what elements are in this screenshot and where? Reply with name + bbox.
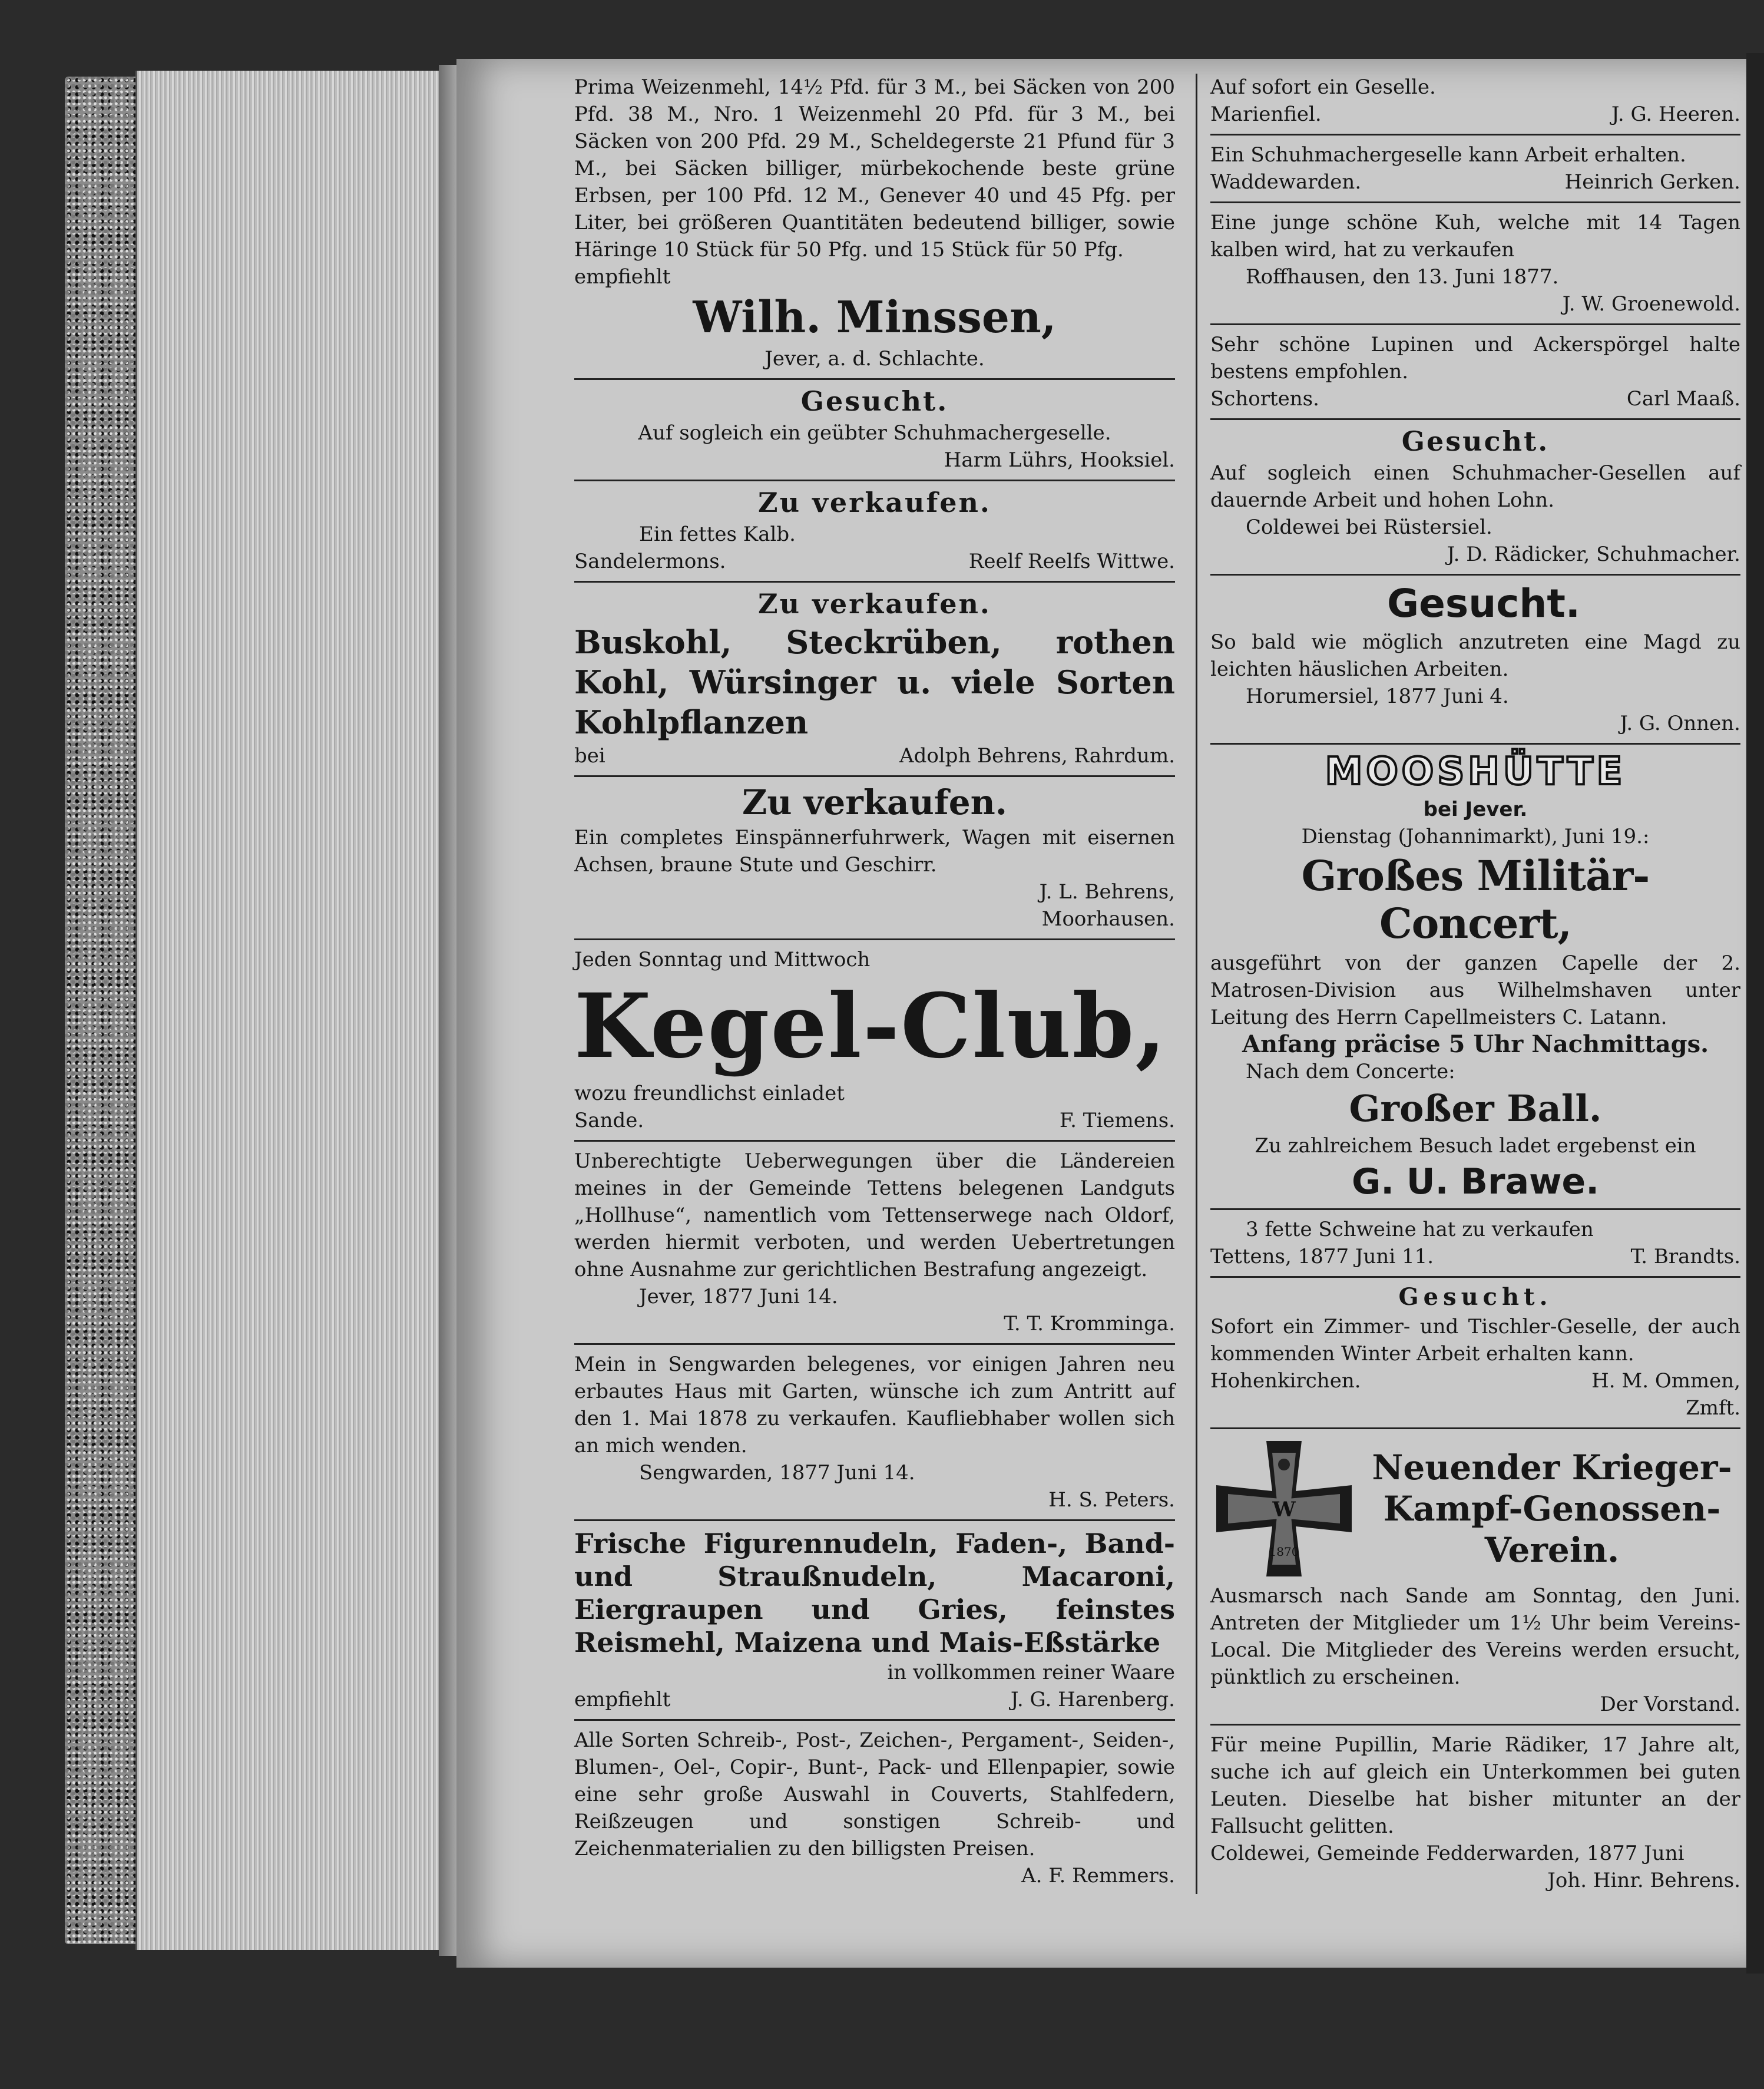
ad-footer: [574, 548, 1175, 575]
rule: [574, 1140, 1175, 1142]
rule: [1210, 134, 1740, 135]
ad-signature: H. M. Ommen,: [1591, 1369, 1740, 1393]
ad-signature: Carl Maaß.: [1626, 387, 1740, 411]
ad-heading: Zu verkaufen.: [758, 486, 991, 518]
ad-text: in vollkommen reiner Waare: [887, 1660, 1175, 1684]
ad-heading: Zu verkaufen.: [742, 782, 1007, 822]
ad-place: Jever, a. d. Schlachte.: [764, 347, 985, 371]
ad-mooshuette: [1210, 751, 1740, 1202]
rule: [574, 581, 1175, 583]
ad-headline: Großer Ball.: [1349, 1087, 1602, 1131]
ad-heading: Gesucht.: [1398, 1283, 1553, 1311]
ad-place: Coldewei bei Rüstersiel.: [1246, 515, 1492, 539]
ad-text: Unberechtigte Ueberwegungen über die Ländereien meines in der Gemeinde Tettens belegenen Landguts „Hollhuse“, namentlich vom Tettenserwege nach Oldorf, werden hiermit verboten, und werden Uebertretungen ohne Ausnahme zur gerichtlichen Bestrafung angezeigt.: [574, 1149, 1175, 1281]
ad-heading: Gesucht.: [1401, 425, 1550, 457]
ad-text: bei: [574, 743, 605, 768]
ad-gesucht: [574, 386, 1175, 474]
ad-kegel-club: [574, 946, 1175, 1134]
ad-signature: Adolph Behrens, Rahrdum.: [899, 743, 1175, 768]
ad-verkaufen-kalb: [574, 487, 1175, 575]
ad-mehl: [574, 74, 1175, 372]
ad-verkaufen-fuhrwerk: [574, 783, 1175, 933]
ad-text: Nach dem Concerte:: [1246, 1060, 1455, 1084]
rule: [1210, 323, 1740, 325]
ad-heading: Gesucht.: [1387, 580, 1580, 626]
ad-text: Eine junge schöne Kuh, welche mit 14 Tagen kalben wird, hat zu verkaufen: [1210, 211, 1740, 262]
ad-text: Sehr schöne Lupinen und Ackerspörgel halte bestens empfohlen.: [1210, 333, 1740, 384]
ad-footer: [574, 742, 1175, 769]
ad-text: Ausmarsch nach Sande am Sonntag, den Juni. Antreten der Mitglieder um 1½ Uhr beim Vereins-Local. Die Mitglieder des Vereins werden ersucht, pünktlich zu erscheinen.: [1210, 1584, 1740, 1689]
ad-signature: Joh. Hinr. Behrens.: [1547, 1868, 1740, 1892]
ad-gesucht-schuhmacher: [1210, 426, 1740, 568]
rule: [1210, 418, 1740, 420]
ad-date: Horumersiel, 1877 Juni 4.: [1246, 684, 1509, 708]
ad-text: Jeden Sonntag und Mittwoch: [574, 948, 871, 972]
ad-place: Hohenkirchen.: [1210, 1369, 1361, 1393]
scan-edge: [1746, 53, 1764, 1974]
ad-signature: Zmft.: [1686, 1396, 1740, 1420]
ad-text: empfiehlt: [574, 1687, 671, 1711]
cross-letter: W: [1272, 1497, 1296, 1522]
rule: [574, 938, 1175, 940]
column-left: [574, 74, 1175, 1889]
iron-cross-icon: [1210, 1435, 1358, 1582]
rule: [1210, 574, 1740, 576]
page-block-edges: [135, 71, 444, 1950]
ad-title: MOOSHÜTTE: [1325, 749, 1626, 794]
ad-place: Waddewarden.: [1210, 170, 1362, 194]
ad-footer: [574, 1686, 1175, 1713]
ad-text: So bald wie möglich anzutreten eine Magd zu leichten häuslichen Arbeiten.: [1210, 630, 1740, 681]
rule: [1210, 1208, 1740, 1210]
rule: [1210, 1276, 1740, 1278]
ad-text: Prima Weizenmehl, 14½ Pfd. für 3 M., bei Säcken von 200 Pfd. 38 M., Nro. 1 Weizenmehl 20 Pfd. für 3 M., bei Säcken von 200 Pfd. 29 M., Scheldegerste 21 Pfund für 3 M., bei Säcken billiger, mürbekochende beste grüne Erbsen, per 100 Pfd. 12 M., Genever 40 und 45 Pfg. per Liter, bei größeren Quantitäten bedeutend billiger, sowie Häringe 10 Stück für 50 Pfg. und 15 Stück für 50 Pfg.: [574, 75, 1175, 262]
rule: [1210, 743, 1740, 745]
ad-text: Auf sogleich einen Schuhmacher-Gesellen auf dauernde Arbeit und hohen Lohn.: [1210, 461, 1740, 512]
ad-signature: Reelf Reelfs Wittwe.: [968, 549, 1175, 573]
ad-nudeln: [574, 1527, 1175, 1713]
ad-footer: [1210, 1367, 1740, 1394]
ad-signature: H. S. Peters.: [1048, 1488, 1175, 1512]
ad-lupinen: [1210, 331, 1740, 412]
rule: [1210, 201, 1740, 203]
ad-headline: Großes Militär-Concert,: [1301, 851, 1650, 948]
ad-haus: [574, 1351, 1175, 1513]
ad-signature: J. G. Onnen.: [1620, 711, 1740, 735]
rule: [574, 480, 1175, 481]
ad-date: Coldewei, Gemeinde Fedderwarden, 1877 Juni: [1210, 1841, 1684, 1865]
ad-signature: F. Tiemens.: [1059, 1108, 1175, 1132]
ad-signature: J. D. Rädicker, Schuhmacher.: [1447, 542, 1740, 566]
ad-text: Ein completes Einspännerfuhrwerk, Wagen mit eisernen Achsen, braune Stute und Geschirr.: [574, 826, 1175, 877]
ad-place: Marienfiel.: [1210, 103, 1322, 126]
ad-text: Zu zahlreichem Besuch ladet ergebenst ein: [1255, 1133, 1696, 1158]
ad-kuh: [1210, 209, 1740, 318]
ad-gesucht-tischler: [1210, 1284, 1740, 1422]
ad-signature: J. G. Heeren.: [1611, 103, 1740, 126]
rule: [574, 378, 1175, 380]
ad-text: Mein in Sengwarden belegenes, vor einigen Jahren neu erbautes Haus mit Garten, wünsche ich zum Antritt auf den 1. Mai 1878 zu verkaufen. Kaufliebhaber wollen sich an mich wenden.: [574, 1352, 1175, 1457]
ad-text: Für meine Pupillin, Marie Rädiker, 17 Jahre alt, suche ich auf gleich ein Unterkommen bei guten Leuten. Dieselbe hat bisher mitunter an der Fallsucht gelitten.: [1210, 1733, 1740, 1838]
rule: [574, 1343, 1175, 1345]
ad-text: Frische Figurennudeln, Faden-, Band- und Straußnudeln, Macaroni, Eiergraupen und Gries, feinstes Reismehl, Maizena und Mais-Eßstärke: [574, 1527, 1175, 1658]
column-right: [1210, 74, 1740, 1894]
ad-text: Anfang präcise 5 Uhr Nachmittags.: [1242, 1030, 1709, 1059]
ad-place: Sande.: [574, 1108, 644, 1132]
ad-text: Sofort ein Zimmer- und Tischler-Geselle, der auch kommenden Winter Arbeit erhalten kann.: [1210, 1314, 1740, 1366]
advertiser-name: Wilh. Minssen,: [693, 292, 1057, 343]
ad-krieger-verein: [1210, 1435, 1740, 1718]
ad-footer: [1210, 101, 1740, 128]
ad-text: Auf sofort ein Geselle.: [1210, 75, 1436, 99]
ad-schuhmacher: [1210, 141, 1740, 196]
ad-geselle: [1210, 74, 1740, 128]
ad-heading: Zu verkaufen.: [758, 587, 991, 620]
ad-text: empfiehlt: [574, 265, 671, 289]
ad-signature: A. F. Remmers.: [1021, 1863, 1175, 1888]
ad-text: Auf sogleich ein geübter Schuhmachergeselle.: [638, 421, 1111, 445]
ad-footer: [574, 1107, 1175, 1134]
ad-date: Tettens, 1877 Juni 11.: [1210, 1244, 1434, 1268]
ad-text: Alle Sorten Schreib-, Post-, Zeichen-, Pergament-, Seiden-, Blumen-, Oel-, Copir-, Bunt-, Pack- und Ellenpapier, sowie eine sehr große Auswahl in Couverts, Stahlfedern, Reißzeugen und sonstigen Schreib- und Zeichenmaterialien zu den billigsten Preisen.: [574, 1728, 1175, 1860]
ad-text: wozu freundlichst einladet: [574, 1081, 845, 1105]
ad-signature: J. L. Behrens,: [1039, 880, 1175, 904]
ad-signature: J. W. Groenewold.: [1562, 292, 1740, 316]
ad-signature: Harm Lührs, Hooksiel.: [944, 448, 1175, 472]
rule: [1210, 1427, 1740, 1429]
marbled-edge: [65, 77, 141, 1944]
ad-title: Kegel-Club,: [574, 974, 1167, 1079]
ad-verkaufen-kohl: [574, 589, 1175, 769]
ad-place: Sandelermons.: [574, 549, 726, 573]
ad-signature: Heinrich Gerken.: [1564, 170, 1740, 194]
ad-date: Roffhausen, den 13. Juni 1877.: [1246, 265, 1559, 289]
ad-subtitle: bei Jever.: [1423, 798, 1528, 822]
ad-schweine: [1210, 1216, 1740, 1270]
ad-date: Sengwarden, 1877 Juni 14.: [639, 1460, 915, 1485]
ad-signature: J. G. Harenberg.: [1010, 1687, 1175, 1711]
ad-date: Jever, 1877 Juni 14.: [639, 1284, 838, 1308]
rule: [574, 775, 1175, 777]
ad-text: Buskohl, Steckrüben, rothen Kohl, Würsinger u. viele Sorten Kohlpflanzen: [574, 623, 1175, 741]
ad-text: 3 fette Schweine hat zu verkaufen: [1246, 1217, 1594, 1241]
ad-verbot: [574, 1148, 1175, 1337]
ad-signature: T. Brandts.: [1630, 1244, 1740, 1268]
ad-gesucht-magd: [1210, 581, 1740, 737]
ad-pupillin: [1210, 1731, 1740, 1894]
ad-footer: [1210, 1243, 1740, 1270]
verein-header: [1210, 1435, 1740, 1582]
rule: [574, 1519, 1175, 1521]
ad-date: Dienstag (Johannimarkt), Juni 19.:: [1301, 825, 1650, 849]
rule: [1210, 1724, 1740, 1726]
rule: [574, 1719, 1175, 1721]
ad-heading: Gesucht.: [800, 385, 949, 418]
ad-footer: [1210, 168, 1740, 196]
cross-year: 1870: [1269, 1544, 1299, 1559]
ad-signature: T. T. Kromminga.: [1004, 1311, 1175, 1336]
ad-text: Ein fettes Kalb.: [639, 522, 796, 546]
ad-title: Neuender Krieger- Kampf-Genossen- Verein.: [1372, 1447, 1732, 1570]
ad-footer: [1210, 385, 1740, 412]
ad-papier: [574, 1727, 1175, 1889]
ad-text: ausgeführt von der ganzen Capelle der 2. Matrosen-Division aus Wilhelmshaven unter Leitung des Herrn Capellmeisters C. Latann.: [1210, 951, 1740, 1030]
ad-text: Ein Schuhmachergeselle kann Arbeit erhalten.: [1210, 143, 1686, 167]
ad-signature: Der Vorstand.: [1600, 1692, 1740, 1716]
ad-signature: Moorhausen.: [1041, 907, 1175, 931]
ad-place: Schortens.: [1210, 387, 1319, 411]
ad-signature: G. U. Brawe.: [1351, 1161, 1600, 1202]
column-rule: [1196, 74, 1197, 1894]
